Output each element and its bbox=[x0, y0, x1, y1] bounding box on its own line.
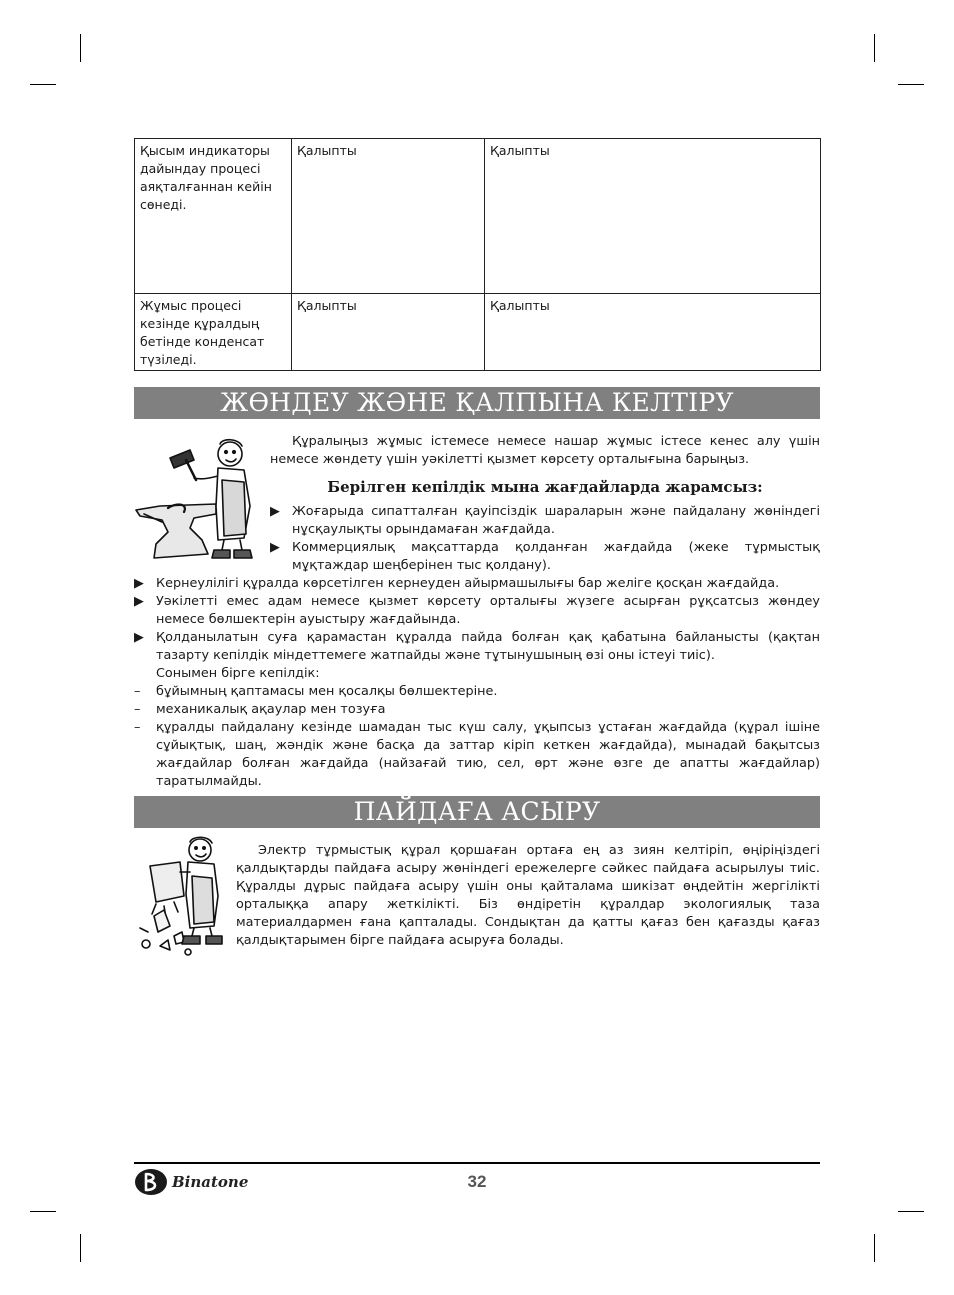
table-row bbox=[135, 139, 821, 294]
bullet-arrow-icon: ▶ bbox=[134, 630, 144, 645]
list-item: ▶ Қолданылатын суға қарамастан құралда пайда болған қақ қабатына байланысты (қақтан тазарту кепілдік міндеттемеге жатпайды және тұтынушының өзі оны істеуі тиіс). bbox=[134, 630, 820, 663]
list-item: – құралды пайдалану кезінде шамадан тыс күш салу, ұқыпсыз ұстаған жағдайда (құрал ішіне сұйықтық, шаң, жәндік және басқа да заттар кіріп кеткен жағдайда), мынадай бақытсыз жағдайлар болған жағдайда (найзағай тию, сел, өрт және өзге де апатты жағдайлар) таратылмайды. bbox=[134, 720, 820, 789]
list-item: ▶ Коммерциялық мақсаттарда қолданған жағдайда (жеке тұрмыстық мұқтаждар шеңберінен тыс қолдану). bbox=[270, 540, 820, 573]
crop-mark bbox=[898, 1211, 924, 1212]
repair-heading: ЖӨНДЕУ ЖӘНЕ ҚАЛПЫНА КЕЛТІРУ bbox=[134, 387, 820, 419]
dash-marker: – bbox=[134, 684, 141, 699]
bullet-arrow-icon: ▶ bbox=[270, 504, 280, 519]
disposal-heading: ПАЙДАҒА АСЫРУ bbox=[134, 796, 820, 828]
bullet-arrow-icon: ▶ bbox=[270, 540, 280, 555]
table-cell: Қысым индикаторы дайындау процесі аяқталғаннан кейін сөнеді. bbox=[135, 139, 292, 294]
table-cell: Қалыпты bbox=[485, 139, 821, 294]
list-item: ▶ Уәкілетті емес адам немесе қызмет көрсету орталығы жүзеге асырған рұқсатсыз жөндеу немесе бөлшектерін ауыстыру жағдайында. bbox=[134, 594, 820, 627]
also-line: Сонымен бірге кепілдік: bbox=[156, 666, 320, 681]
dash-marker: – bbox=[134, 702, 141, 717]
warranty-subheading: Берілген кепілдік мына жағдайларда жарамсыз: bbox=[327, 478, 763, 496]
crop-mark bbox=[80, 1234, 81, 1262]
crop-mark bbox=[30, 1211, 56, 1212]
warranty-list-full bbox=[134, 575, 820, 791]
table-cell: Жұмыс процесі кезінде құралдың бетінде конденсат түзіледі. bbox=[135, 294, 292, 371]
bullet-arrow-icon: ▶ bbox=[134, 576, 144, 591]
disposal-text: Электр тұрмыстық құрал қоршаған ортаға ең аз зиян келтіріп, өңіріңіздегі қалдықтарды пайдаға асыру жөніндегі ережелерге сәйкес пайдаға асырылуы тиіс. Құралды дұрыс пайдаға асыру үшін оны қайталама шикізат өңдейтін жергілікті орталыққа апару жеткілікті. Біз өндіретін құралдар экологиялық таза материалдармен ғана қапталады. Сондықтан да қатты қағаз бен қағазды қағаз қалдықтарымен бірге пайдаға асыруға болады. bbox=[236, 843, 820, 948]
crop-mark bbox=[874, 34, 875, 62]
crop-mark bbox=[898, 84, 924, 85]
table-cell: Қалыпты bbox=[485, 294, 821, 371]
table-row bbox=[135, 294, 821, 371]
list-item: ▶ Кернеулілігі құралда көрсетілген кернеуден айырмашылығы бар желіге қосқан жағдайда. bbox=[134, 576, 780, 591]
recycling-illustration-icon bbox=[134, 832, 230, 964]
table-cell: Қалыпты bbox=[292, 294, 485, 371]
warranty-list-right bbox=[270, 503, 820, 575]
bullet-arrow-icon: ▶ bbox=[134, 594, 144, 609]
status-table bbox=[134, 138, 821, 371]
table-cell: Қалыпты bbox=[292, 139, 485, 294]
crop-mark bbox=[874, 1234, 875, 1262]
dash-marker: – bbox=[134, 720, 141, 735]
brand-logo bbox=[134, 1168, 248, 1196]
brand-name: Binatone bbox=[172, 1173, 249, 1191]
footer-divider bbox=[134, 1162, 820, 1164]
repair-intro: Құралыңыз жұмыс істемесе немесе нашар жұмыс істесе кенес алу үшін немесе жөндету үшін уәкілетті қызмет көрсету орталығына барыңыз. bbox=[270, 434, 820, 467]
crop-mark bbox=[30, 84, 56, 85]
list-item: – бұйымның қаптамасы мен қосалқы бөлшектеріне. bbox=[134, 684, 498, 699]
crop-mark bbox=[80, 34, 81, 62]
binatone-logo-icon bbox=[134, 1168, 170, 1196]
list-item: ▶ Жоғарыда сипатталған қауіпсіздік шараларын және пайдалану жөніндегі нұсқаулықты орындамаған жағдайда. bbox=[270, 504, 820, 537]
page-number: 32 bbox=[467, 1172, 487, 1191]
list-item: – механикалық ақаулар мен тозуға bbox=[134, 702, 386, 717]
repair-illustration-icon bbox=[132, 436, 264, 566]
